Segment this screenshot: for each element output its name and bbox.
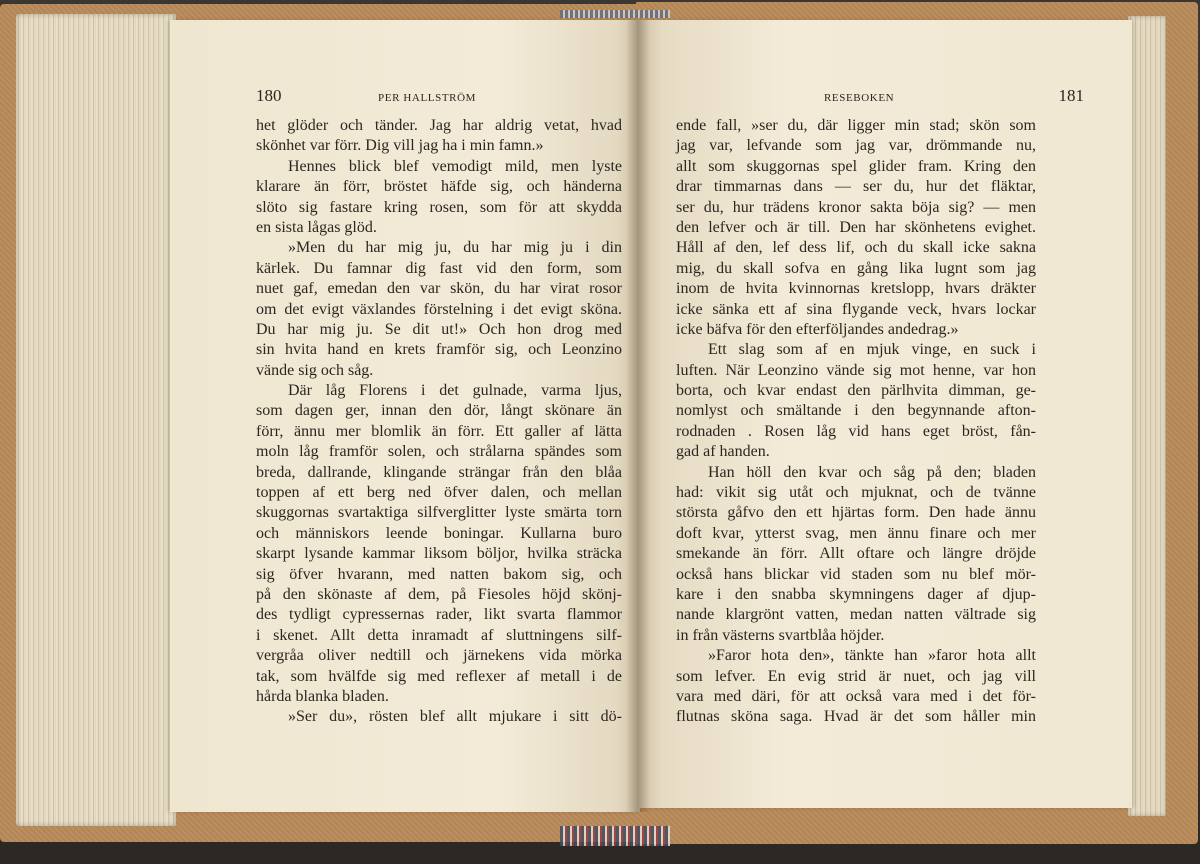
text-line: breda, dallrande, klingande strängar från den blåa: [256, 463, 622, 481]
headband-top: [560, 10, 670, 18]
text-line: som dagen ger, innan den dör, långt skönare än: [256, 402, 622, 420]
text-line: sin hvita hand en krets framför sig, och Leonzino: [256, 341, 622, 359]
text-line: Där låg Florens i det gulnade, varma ljus,: [288, 382, 622, 400]
text-line: hårda blanka bladen.: [256, 687, 389, 705]
text-line: icke sänka ett af sina flygande veck, hvars lockar: [676, 300, 1036, 318]
left-page: [170, 20, 640, 812]
text-line: ser du, hur trädens kronor sakta böja sig? — men: [676, 198, 1036, 216]
text-line: nomlyst och smältande i den begynnande afton-: [676, 402, 1036, 420]
text-line: förr, ännu mer blomlik än förr. Ett galler af lätta: [256, 422, 622, 440]
text-line: drar timmarnas dans — ser du, hur det fläktar,: [676, 178, 1036, 196]
right-page-text: [676, 116, 1036, 728]
text-line: kare i den snabba skymningens dager af djup-: [676, 585, 1036, 603]
text-line: gad af handen.: [676, 443, 770, 461]
text-line: i skenet. Allt detta inramadt af sluttningens silf-: [256, 626, 622, 644]
left-page-text: [256, 116, 622, 728]
text-line: tak, som hvälfde sig med reflexer af metall i de: [256, 667, 622, 685]
right-page: [638, 20, 1132, 808]
text-line: jag var, lefvande som jag var, drömmande nu,: [676, 137, 1036, 155]
text-line: skönhet var förr. Dig vill jag ha i min famn.»: [256, 137, 544, 155]
text-line: största gåfvo den ett hjärtas form. Den hade ännu: [676, 504, 1036, 522]
page-number: 181: [1058, 86, 1084, 105]
text-line: het glöder och tänder. Jag har aldrig vetat, hvad: [256, 117, 622, 134]
text-line: och människors leende boningar. Kullarna buro: [256, 524, 622, 542]
text-line: des tydligt cypressernas rader, likt svarta flammor: [256, 606, 622, 624]
text-line: had: vikit sig utåt och mjuknat, och de tvänne: [676, 484, 1036, 502]
text-line: Han höll den kvar och såg på den; bladen: [708, 463, 1036, 481]
text-line: doft kvar, ytterst svag, men ännu finare och mer: [676, 524, 1036, 542]
text-line: på den skönaste af dem, på Fiesoles höjd skönj-: [256, 585, 622, 603]
text-line: »Ser du», rösten blef allt mjukare i sitt dö-: [288, 708, 622, 726]
text-line: borta, och kvar endast den pärlhvita dimman, ge-: [676, 382, 1036, 400]
text-line: Du har mig ju. Se dit ut!» Och hon drog med: [256, 320, 622, 338]
text-line: icke bäfva för den efterföljandes andedrag.»: [676, 320, 959, 338]
text-line: mig, du skall sofva en gång lika lugnt som jag: [676, 259, 1036, 277]
text-line: Hennes blick blef vemodigt mild, men lyste: [288, 157, 622, 175]
text-line: allt som skuggornas spel glider fram. Kring den: [676, 157, 1036, 175]
text-line: toppen af ett berg ned öfver dalen, och mellan: [256, 484, 622, 502]
text-line: sig öfver hvarann, med natten bakom sig, och: [256, 565, 622, 583]
text-line: ende fall, »ser du, där ligger min stad; skön som: [676, 117, 1036, 134]
text-line: Håll af den, lef dess lif, och du skall icke sakna: [676, 239, 1036, 257]
text-line: nuet gaf, emedan den var skön, du har virat rosor: [256, 280, 622, 298]
left-page-header: [256, 86, 626, 108]
text-line: rodnaden . Rosen låg vid hans eget bröst, fån-: [676, 422, 1036, 440]
text-line: »Faror hota den», tänkte han »faror hota allt: [708, 647, 1036, 665]
text-line: vergråa oliver nedtill och järnekens vida mörka: [256, 647, 622, 665]
page-edges-left: [16, 14, 176, 826]
text-line: luften. När Leonzino vände sig mot henne, var hon: [676, 361, 1036, 379]
text-line: Ett slag som af en mjuk vinge, en suck i: [708, 341, 1036, 359]
text-line: skuggornas svartaktiga silfverglitter lyste smärta torn: [256, 504, 622, 522]
text-line: som lefver. En evig strid är nuet, och jag vill: [676, 667, 1036, 685]
page-edges-right: [1128, 16, 1166, 816]
text-line: om det evigt växlandes förstelning i det evigt sköna.: [256, 300, 622, 318]
running-head: PER HALLSTRÖM: [378, 92, 476, 104]
text-line: vara med däri, för att också vara med i det för-: [676, 687, 1036, 705]
right-page-header: [674, 86, 1084, 108]
text-line: klarare än förr, bröstet häfde sig, och händerna: [256, 178, 622, 196]
text-line: en sista lågas glöd.: [256, 218, 377, 236]
headband-bottom: [560, 826, 670, 846]
text-line: inom de hvita kvinnornas kretslopp, hvars dräkter: [676, 280, 1036, 298]
text-line: kärlek. Du famnar dig fast vid den form, som: [256, 259, 622, 277]
text-line: slöto sig fastare kring rosen, som för att skydda: [256, 198, 622, 216]
text-line: flutnas sköna saga. Hvad är det som håller min: [676, 708, 1036, 726]
text-line: den lefver och är till. Den har skönhetens evighet.: [676, 218, 1036, 236]
text-line: nande klargrönt vatten, medan natten vältrade sig: [676, 606, 1036, 624]
text-line: vände sig och såg.: [256, 361, 374, 379]
text-line: in från västerns svartblåa höjder.: [676, 626, 885, 644]
page-number: 180: [256, 86, 282, 105]
text-line: också hans blickar vid staden som nu blef mör-: [676, 565, 1036, 583]
text-line: »Men du har mig ju, du har mig ju i din: [288, 239, 622, 257]
book-gutter: [626, 20, 650, 812]
text-line: smekande än förr. Allt oftare och längre dröjde: [676, 545, 1036, 563]
running-head: RESEBOKEN: [824, 92, 895, 104]
text-line: skarpt lysande kammar liksom böljor, hvilka sträcka: [256, 545, 622, 563]
text-line: moln låg framför solen, och strålarna spändes som: [256, 443, 622, 461]
